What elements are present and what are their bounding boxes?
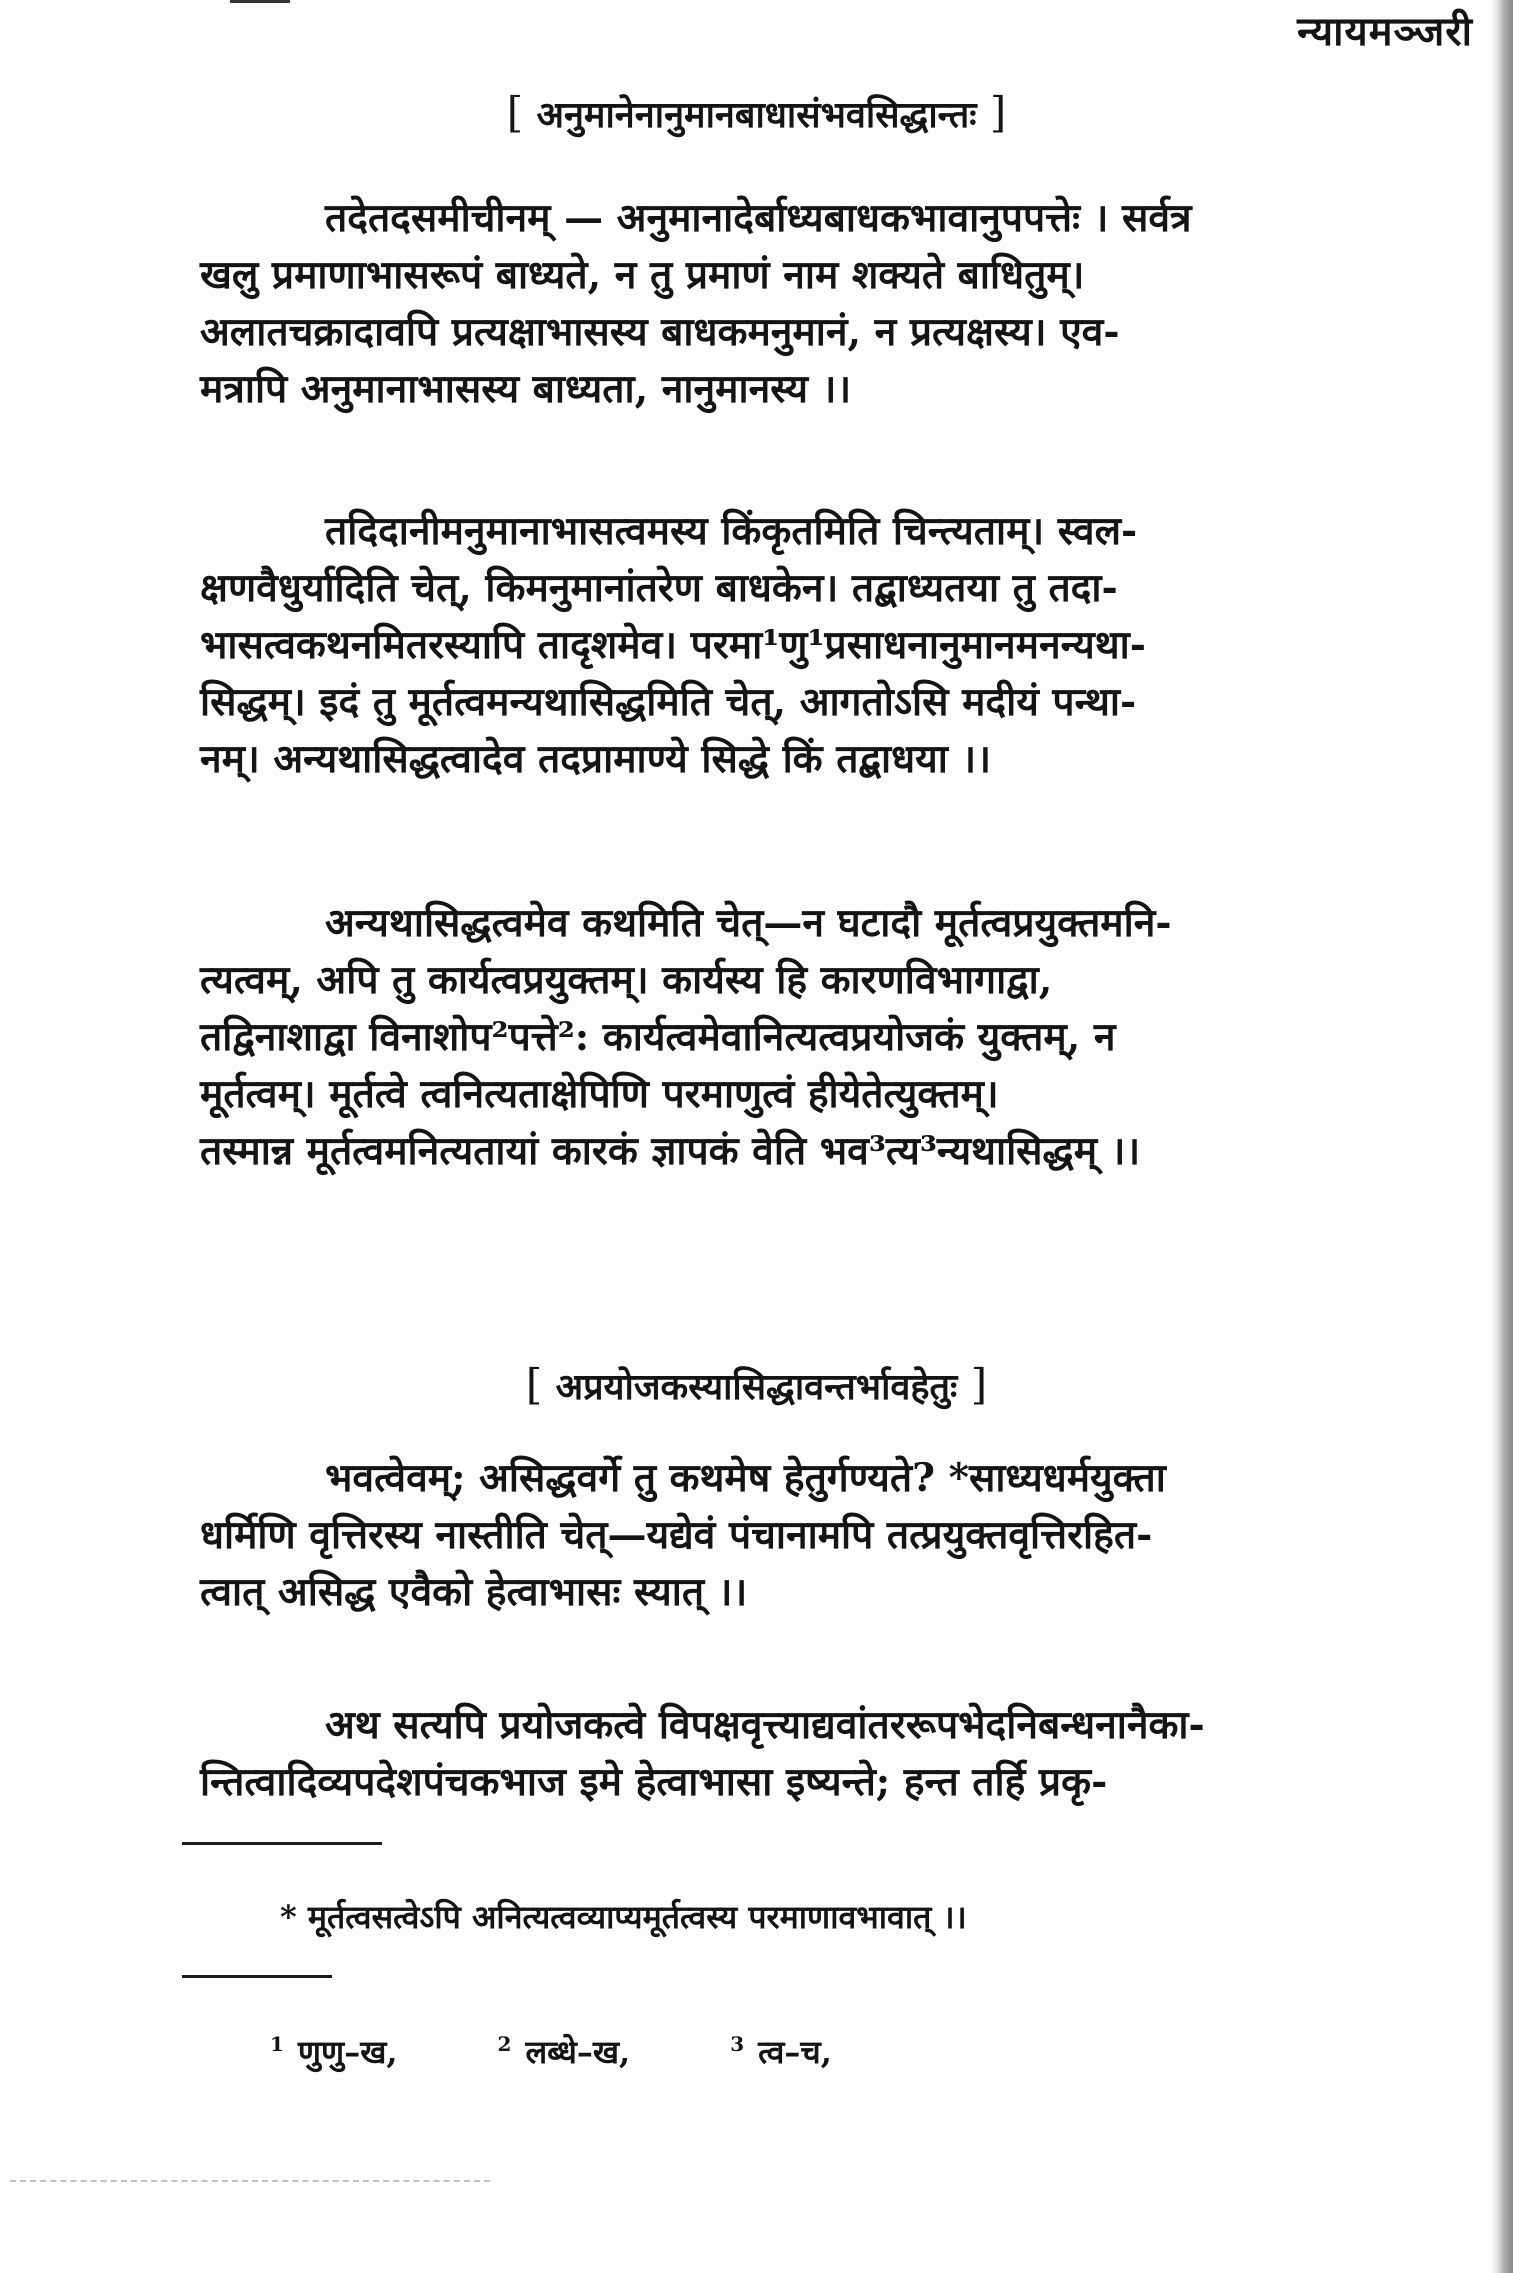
running-head: न्यायमञ्जरी <box>1297 8 1473 55</box>
section-heading-2: [ अप्रयोजकस्यासिद्धावन्तर्भावहेतुः ] <box>525 1360 988 1409</box>
text-line: मूर्तत्वम्। मूर्तत्वे त्वनित्यताक्षेपिणि परमाणुत्वं हीयेतेत्युक्तम्। <box>200 1071 999 1117</box>
text-line: तद्विनाशाद्वा विनाशोप²पत्ते²: कार्यत्वमेवानित्यत्वप्रयोजकं युक्तम्, न <box>200 1014 1116 1060</box>
text-line: तदिदानीमनुमानाभासत्वमस्य किंकृतमिति चिन्त्यताम्। स्वल- <box>325 508 1138 554</box>
text-line: तस्मान्न मूर्तत्वमनित्यतायां कारकं ज्ञापकं वेति भव³त्य³न्यथासिद्धम् ।। <box>200 1128 1141 1174</box>
text-line: धर्मिणि वृत्तिरस्य नास्तीति चेत्—यद्येवं पंचानामपि तत्प्रयुक्तवृत्तिरहित- <box>200 1512 1153 1558</box>
variant-item: $^1$ णुणु–ख, <box>270 2032 398 2071</box>
text-line: नम्। अन्यथासिद्धत्वादेव तदप्रामाण्ये सिद्धे किं तद्बाधया ।। <box>200 736 991 782</box>
section-heading-1-text: अनुमानेनानुमानबाधासंभवसिद्धान्तः <box>536 94 977 136</box>
text-line: भासत्वकथनमितरस्यापि तादृशमेव। परमा¹णु¹प्रसाधनानुमानमनन्यथा- <box>200 622 1146 668</box>
variant-item: $^3$ त्व–च, <box>730 2032 832 2071</box>
section-heading-2-text: अप्रयोजकस्यासिद्धावन्तर्भावहेतुः <box>555 1366 958 1408</box>
paragraph-5 <box>200 1697 1440 1811</box>
text-line: खलु प्रमाणाभासरूपं बाध्यते, न तु प्रमाणं नाम शक्यते बाधितुम्। <box>200 252 1085 298</box>
text-line: न्तित्वादिव्यपदेशपंचकभाज इमे हेत्वाभासा इष्यन्ते; हन्त तर्हि प्रकृ- <box>200 1759 1108 1805</box>
text-line: सिद्धम्। इदं तु मूर्तत्वमन्यथासिद्धमिति चेत्, आगतोऽसि मदीयं पन्था- <box>200 679 1137 725</box>
text-line: तदेतदसमीचीनम् — अनुमानादेर्बाध्यबाधकभावानुपपत्तेः । सर्वत्र <box>325 195 1192 241</box>
text-line: क्षणवैधुर्यादिति चेत्, किमनुमानांतरेण बाधकेन। तद्बाध्यतया तु तदा- <box>200 565 1118 611</box>
text-line: अन्यथासिद्धत्वमेव कथमिति चेत्—न घटादौ मूर्तत्वप्रयुक्तमनि- <box>325 900 1172 946</box>
text-line: भवत्वेवम्; असिद्धवर्गे तु कथमेष हेतुर्गण्यते? *साध्यधर्मयुक्ता <box>325 1455 1166 1501</box>
paragraph-3 <box>200 895 1440 1180</box>
variants-rule <box>182 1975 332 1978</box>
top-page-mark <box>230 0 290 13</box>
text-line: अलातचक्रादावपि प्रत्यक्षाभासस्य बाधकमनुमानं, न प्रत्यक्षस्य। एव- <box>200 309 1120 355</box>
text-line: त्वात् असिद्ध एवैको हेत्वाभासः स्यात् ।। <box>200 1569 748 1615</box>
text-line: अथ सत्यपि प्रयोजकत्वे विपक्षवृत्त्याद्यवांतररूपभेदनिबन्धनानैका- <box>325 1702 1205 1748</box>
variant-item: $^2$ लब्धे–ख, <box>497 2032 631 2071</box>
footnote-rule <box>182 1842 382 1845</box>
text-line: मत्रापि अनुमानाभासस्य बाध्यता, नानुमानस्य ।। <box>200 366 852 412</box>
paragraph-1 <box>200 190 1440 418</box>
section-heading-1: [ अनुमानेनानुमानबाधासंभवसिद्धान्तः ] <box>506 88 1007 137</box>
paragraph-2 <box>200 503 1440 788</box>
footnote: * मूर्तत्वसत्वेऽपि अनित्यत्वव्याप्यमूर्तत्वस्य परमाणावभावात् ।। <box>280 1898 967 1936</box>
paragraph-4 <box>200 1450 1440 1621</box>
scan-artifact-line <box>10 2180 490 2182</box>
binding-edge <box>1491 0 1513 2273</box>
variant-readings <box>270 2030 832 2073</box>
text-line: त्यत्वम्, अपि तु कार्यत्वप्रयुक्तम्। कार्यस्य हि कारणविभागाद्वा, <box>200 957 1053 1003</box>
